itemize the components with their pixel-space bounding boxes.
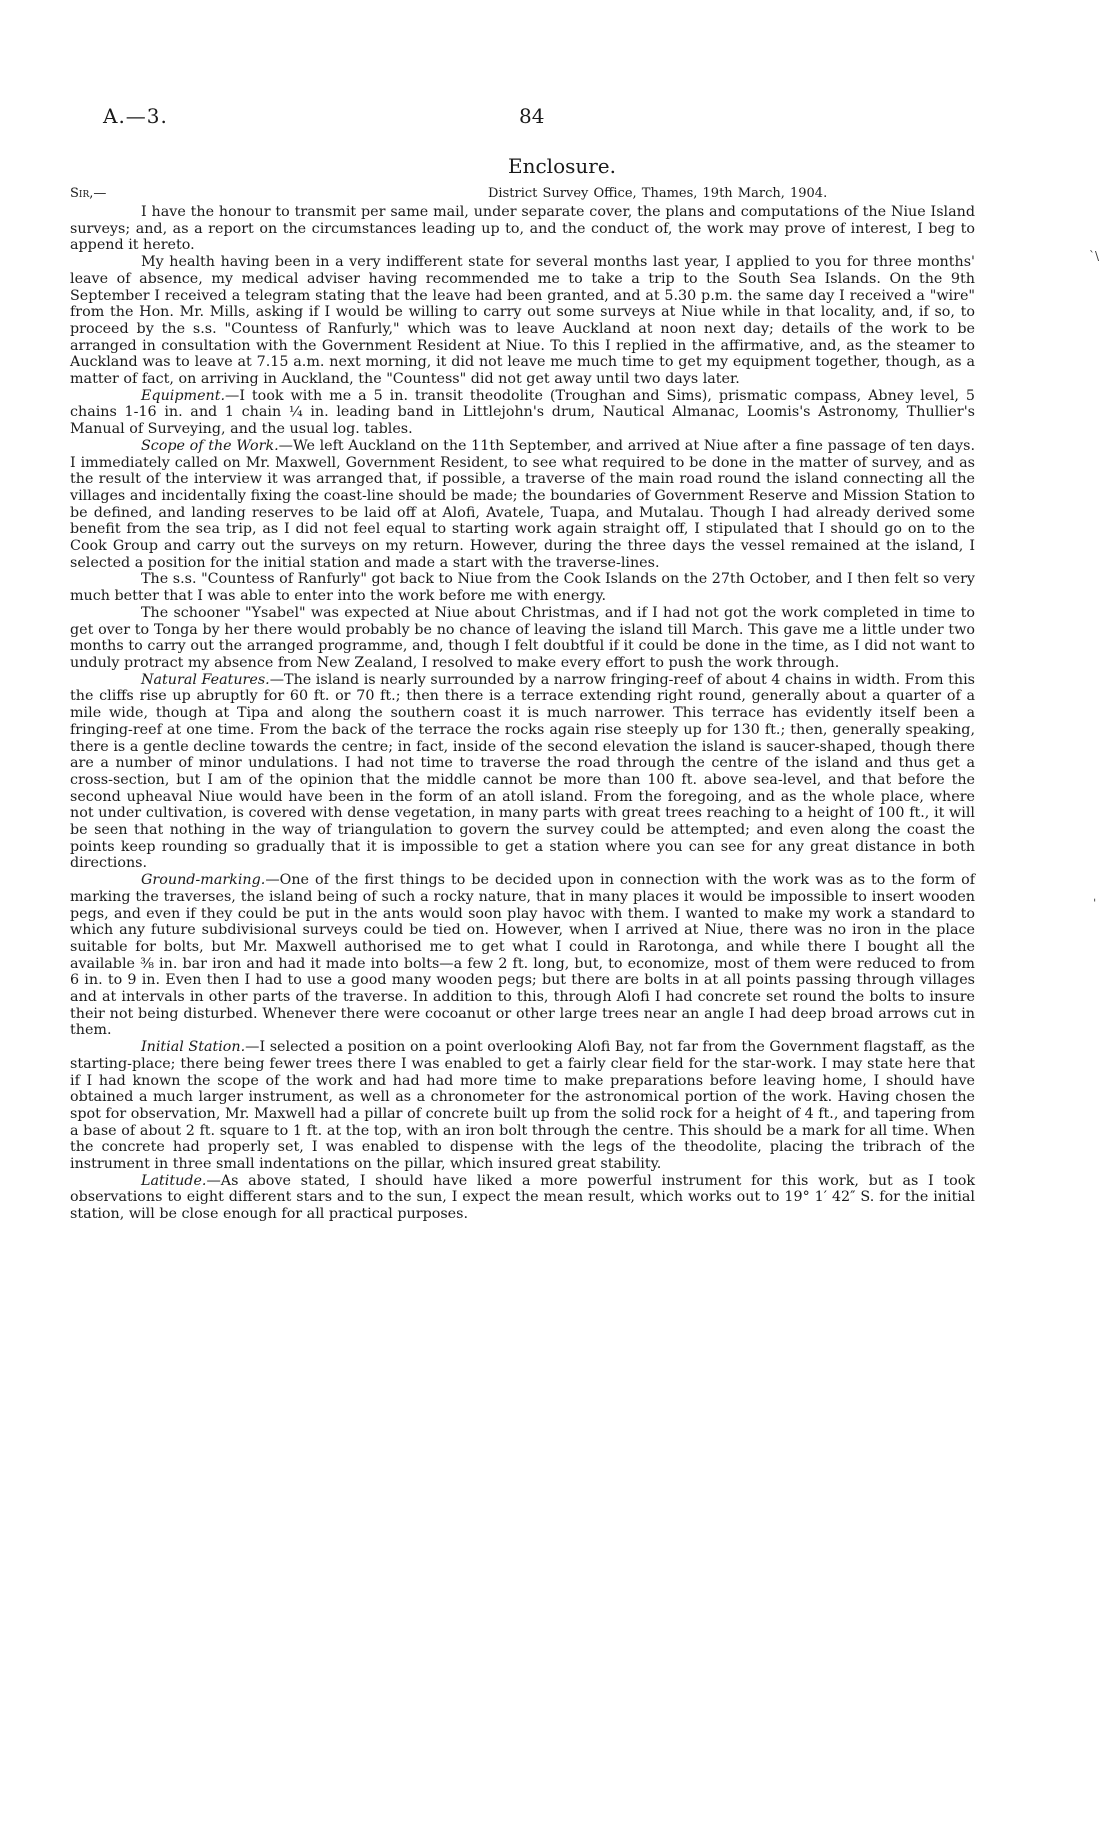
paragraph-text: —The island is nearly surrounded by a narrow fringing-reef of about 4 chains in width. From this the cliffs rise up abruptly for 60 ft. or 70 ft.; then there is a terrace extending right round, generally about a quarter of a mile wide, though at Tipa and along the southern coast it is much narrower. This terrace has evidently itself been a fringing-reef at one time. From the back of the terrace the rocks again rise steeply up for 130 ft.; then, generally speaking, there is a gentle decline towards the centre; in fact, inside of the second elevation the island is saucer-shaped, though there are a number of minor undulations. I had not time to traverse the road through the centre of the island and thus get a cross-section, but I am of the opinion that the middle cannot be more than 100 ft. above sea-level, and that before the second upheaval Niue would have been in the form of an atoll island. From the foregoing, and as the whole place, where not under cultivation, is covered with dense vegetation, in many parts with great trees reaching to a height of 100 ft., it will be seen that nothing in the way of triangulation to govern the survey could be attempted; and even along the coast the points keep rounding so gradually that it is impossible to get a station where you can see for any great distance in both directions. <box>70 671 975 872</box>
paragraph-text: —One of the first things to be decided upon in connection with the work was as to the form of marking the traverses, the island being of such a rocky nature, that in many places it would be impossible to insert wooden pegs, and even if they could be put in the ants would soon play havoc with them. I wanted to make my work a standard to which any future subdivisional surveys could be tied on. However, when I arrived at Niue, there was no iron in the place suitable for bolts, but Mr. Maxwell authorised me to get what I could in Rarotonga, and while there I bought all the available ⅜ in. bar iron and had it made into bolts—a few 2 ft. long, but, to economize, most of them were reduced to from 6 in. to 9 in. Even then I had to use a good many wooden pegs; but there are bolts in at all points passing through villages and at intervals in other parts of the traverse. In addition to this, through Alofi I had concrete set round the bolts to insure their not being disturbed. Whenever there were cocoanut or other large trees near an angle I had deep broad arrows cut in them. <box>70 872 975 1039</box>
section-heading: Scope of the Work. <box>141 437 279 454</box>
section-heading: Equipment. <box>141 387 226 404</box>
section-heading: Natural Features. <box>141 671 270 688</box>
paragraph-text: The s.s. "Countess of Ranfurly" got back to Niue from the Cook Islands on the 27th October, and I then felt so very much better that I was able to enter into the work before me with energy. <box>70 571 975 605</box>
paragraph-schooner <box>70 605 975 672</box>
paragraph-transmittal <box>70 204 975 254</box>
section-heading: Latitude. <box>141 1172 207 1189</box>
paragraph-leave <box>70 254 975 388</box>
margin-ink-mark: ˌ <box>1093 889 1097 903</box>
report-reference: A.—3. <box>103 104 168 128</box>
enclosure-title: Enclosure. <box>507 154 617 178</box>
salutation: Sir,— <box>70 186 107 201</box>
paragraph-scope <box>70 438 975 572</box>
paragraph-text: My health having been in a very indifferent state for several months last year, I applied to you for three months' leave of absence, my medical adviser having recommended me to take a trip to the South Sea Islands. On the 9th September I received a telegram stating that the leave had been granted, and at 5.30 p.m. the same day I received a "wire" from the Hon. Mr. Mills, asking if I would be willing to carry out some surveys at Niue while in that locality, and, if so, to proceed by the s.s. "Countess of Ranfurly," which was to leave Auckland at noon next day; details of the work to be arranged in consultation with the Government Resident at Niue. To this I replied in the affirmative, and, as the steamer to Auckland was to leave at 7.15 a.m. next morning, it did not leave me much time to get my equipment together, though, as a matter of fact, on arriving in Auckland, the "Countess" did not get away until two days later. <box>70 254 975 388</box>
letter-body <box>70 204 975 1223</box>
page-number: 84 <box>519 104 545 128</box>
paragraph-ground-marking <box>70 872 975 1039</box>
section-heading: Ground-marking. <box>141 872 266 889</box>
margin-ink-mark: `\ <box>1089 249 1100 263</box>
paragraph-latitude <box>70 1173 975 1223</box>
section-heading: Initial Station. <box>141 1039 246 1056</box>
paragraph-text: The schooner "Ysabel" was expected at Niue about Christmas, and if I had not got the work completed in time to get over to Tonga by her there would probably be no chance of leaving the island till March. This gave me a little under two months to carry out the arranged programme, and, though I felt doubtful if it could be done in the time, as I did not want to unduly protract my absence from New Zealand, I resolved to make every effort to push the work through. <box>70 604 975 671</box>
paragraph-equipment <box>70 388 975 438</box>
paragraph-text: —We left Auckland on the 11th September, and arrived at Niue after a fine passage of ten days. I immediately called on Mr. Maxwell, Government Resident, to see what required to be done in the matter of survey, and as the result of the interview it was arranged that, if possible, a traverse of the main road round the island connecting all the villages and incidentally fixing the coast-line should be made; the boundaries of Government Reserve and Mission Station to be defined, and landing reserves to be laid off at Alofi, Avatele, Tuapa, and Mutalau. Though I had already derived some benefit from the sea trip, as I did not feel equal to starting work again straight off, I stipulated that I should go on to the Cook Group and carry out the surveys on my return. However, during the three days the vessel remained at the island, I selected a position for the initial station and made a start with the traverse-lines. <box>70 437 975 571</box>
dateline: District Survey Office, Thames, 19th March, 1904. <box>488 186 828 201</box>
paragraph-natural-features <box>70 672 975 872</box>
paragraph-text: —I selected a position on a point overlooking Alofi Bay, not far from the Government flagstaff, as the starting-place; there being fewer trees there I was enabled to get a fairly clear field for the star-work. I may state here that if I had known the scope of the work and had had more time to make preparations before leaving home, I should have obtained a much larger instrument, as well as a chronometer for the astronomical portion of the work. Having chosen the spot for observation, Mr. Maxwell had a pillar of concrete built up from the solid rock for a height of 4 ft., and tapering from a base of about 2 ft. square to 1 ft. at the top, with an iron bolt through the centre. This should be a mark for all time. When the concrete had properly set, I was enabled to dispense with the legs of the theodolite, placing the tribrach of the instrument in three small indentations on the pillar, which insured great stability. <box>70 1039 975 1173</box>
paragraph-text: —As above stated, I should have liked a more powerful instrument for this work, but as I took observations to eight different stars and to the sun, I expect the mean result, which works out to 19° 1′ 42″ S. for the initial station, will be close enough for all practical purposes. <box>70 1172 975 1223</box>
paragraph-text: I have the honour to transmit per same mail, under separate cover, the plans and computations of the Niue Island surveys; and, as a report on the circumstances leading up to, and the conduct of, the work may prove of interest, I beg to append it hereto. <box>70 204 975 254</box>
paragraph-return <box>70 571 975 604</box>
paragraph-initial-station <box>70 1039 975 1173</box>
paragraph-text: —I took with me a 5 in. transit theodolite (Troughan and Sims), prismatic compass, Abney level, 5 chains 1-16 in. and 1 chain ¼ in. leading band in Littlejohn's drum, Nautical Almanac, Loomis's Astronomy, Thullier's Manual of Surveying, and the usual log. tables. <box>70 387 975 438</box>
